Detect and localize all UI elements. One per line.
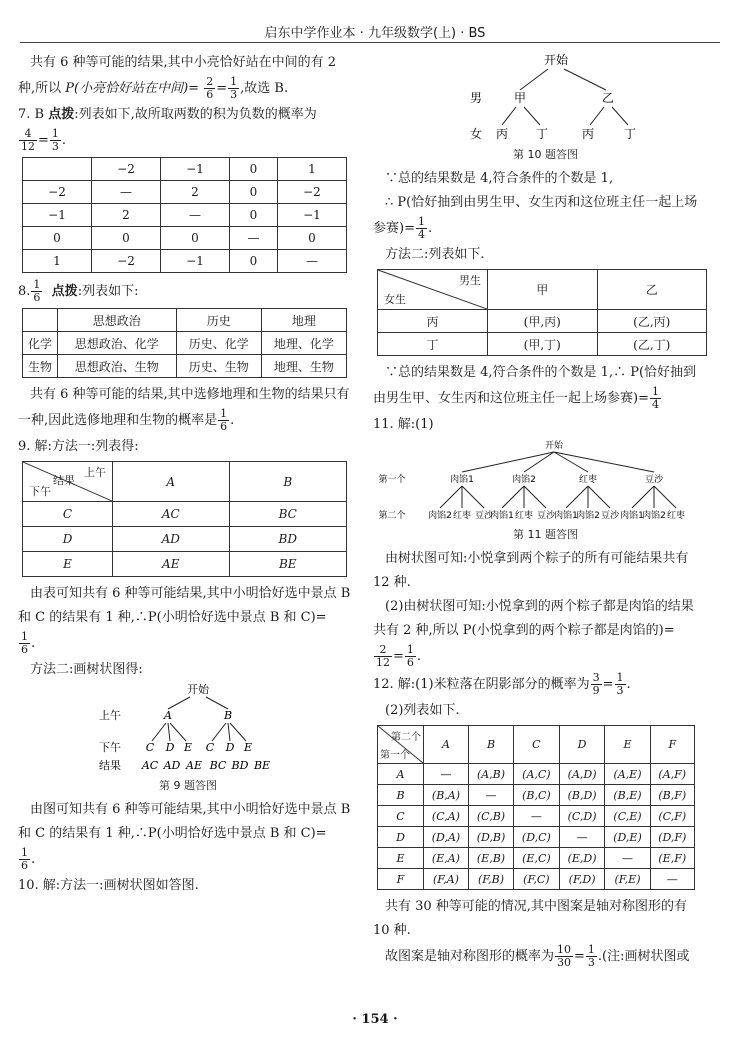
q7-text: 7. B 点拨:列表如下,故所取两数的积为负数的概率为: [18, 107, 317, 122]
table-cell: (F,E): [605, 869, 650, 890]
tree-result: AC: [141, 759, 159, 772]
table-cell: AC: [113, 502, 230, 527]
table-cell: 地理: [261, 309, 346, 332]
table-cell: 1: [23, 250, 92, 273]
table-row: [378, 764, 695, 785]
table-row: [23, 204, 347, 227]
q6-text-1: 共有 6 种等可能的结果,其中小亮恰好站在中间的有 2: [30, 55, 337, 70]
table-row: [23, 502, 347, 527]
hint-label: 点拨: [48, 107, 75, 122]
table-cell: C: [378, 806, 424, 827]
fraction: $\frac{1}{3}$: [230, 75, 238, 101]
table-cell: (F,B): [468, 869, 513, 890]
table-cell: A: [378, 764, 424, 785]
tree-branch: [588, 486, 610, 508]
table-row: [378, 310, 707, 333]
table-row: [378, 869, 695, 890]
q8-table: [22, 308, 347, 378]
table-cell: (E,D): [559, 848, 605, 869]
tree-node: 红枣: [666, 511, 685, 521]
table-cell: 0: [92, 227, 161, 250]
tree-node: 红枣: [514, 511, 533, 521]
tree-label: 下午: [99, 741, 121, 754]
q12-text-3: 共有 30 种等可能的情况,其中图案是轴对称图形的有: [385, 899, 687, 914]
q10-text-4: ∵总的结果数是 4,符合条件的个数是 1,∴ P(恰好抽到: [385, 365, 697, 380]
tree-node: 丁: [623, 127, 636, 141]
table-row: [23, 181, 347, 204]
table-cell: (F,A): [424, 869, 469, 890]
table-row: [378, 806, 695, 827]
tree-node: E: [243, 741, 253, 754]
q8-text: 8. $\frac{1}{6}$ 点拨:列表如下:: [18, 278, 139, 304]
table-row: [23, 250, 347, 273]
tree-node: 红枣: [452, 511, 471, 521]
q12-text-2: (2)列表如下.: [385, 703, 460, 718]
tree-label: 女: [469, 127, 482, 141]
q6-text-2: 种,所以 P(小亮恰好站在中间)= $\frac{2}{6}$ = $\frac{1}{3}$ ,故选 B.: [18, 75, 289, 101]
table-cell: (A,E): [605, 764, 650, 785]
table-cell: (C,F): [650, 806, 694, 827]
table-cell: BD: [229, 527, 346, 552]
table-cell: (C,A): [424, 806, 469, 827]
table-cell: 2: [161, 181, 230, 204]
table-cell: 历史: [176, 309, 261, 332]
table-cell: (A,F): [650, 764, 694, 785]
table-cell: (B,D): [559, 785, 605, 806]
table-cell: F: [378, 869, 424, 890]
table-cell: (B,E): [605, 785, 650, 806]
tree-node: 丁: [535, 127, 548, 141]
table-cell: —: [559, 827, 605, 848]
table-cell: B: [378, 785, 424, 806]
tree-result: BC: [209, 759, 227, 772]
tree-start: 开始: [187, 683, 209, 696]
q11-text-3: (2)由树状图可知:小悦拿到的两个粽子都是肉馅的结果: [385, 599, 694, 614]
table-cell: —: [161, 204, 230, 227]
fraction: $\frac{1}{3}$: [616, 671, 624, 697]
table-header-cell: B: [468, 726, 513, 764]
table-cell: —: [277, 250, 346, 273]
table-cell: —: [424, 764, 469, 785]
tree-branch: [554, 452, 654, 472]
fraction: $\frac{4}{12}$: [21, 127, 35, 153]
table-cell: BC: [229, 502, 346, 527]
tree-result: AE: [186, 759, 202, 772]
q9-tree-diagram: [88, 683, 288, 775]
table-cell: 1: [277, 158, 346, 181]
tree-branch: [524, 486, 546, 508]
table-cell: (B,C): [514, 785, 560, 806]
table-cell: (D,A): [424, 827, 469, 848]
q10-text: 10. 解:方法一:画树状图如答图.: [18, 878, 199, 893]
q9-col-a: A: [113, 462, 230, 502]
table-cell: C: [23, 502, 113, 527]
q10-col-yi: 乙: [597, 270, 707, 310]
q12-text-5: 故图案是轴对称图形的概率为 $\frac{10}{30}$ = $\frac{1}{3}$ .(注:画树状图或: [385, 943, 690, 969]
table-cell: D: [378, 827, 424, 848]
tree-branch: [502, 486, 524, 508]
fraction: $\frac{1}{6}$: [21, 846, 28, 872]
q12-text: 12. 解:(1)米粒落在阴影部分的概率为 $\frac{3}{9}$ = $\frac{1}{3}$ .: [373, 671, 631, 697]
tree-node: C: [145, 741, 155, 754]
table-cell: 0: [230, 181, 278, 204]
tree-label: 第二个: [377, 511, 406, 521]
table-cell: —: [650, 869, 694, 890]
q11-text: 11. 解:(1): [373, 417, 434, 432]
table-cell: 2: [92, 204, 161, 227]
tree-node: 豆沙: [644, 475, 663, 485]
tree-label: 结果: [99, 759, 121, 772]
table-row: [23, 309, 347, 332]
table-cell: AD: [113, 527, 230, 552]
table-cell: (乙,丁): [597, 333, 707, 356]
fraction: $\frac{1}{6}$: [406, 643, 414, 669]
right-column: [373, 52, 718, 972]
tree-node: D: [225, 741, 235, 754]
q9-col-b: B: [229, 462, 346, 502]
table-cell: (B,F): [650, 785, 694, 806]
q9-answer-2: $\frac{1}{6}$ .: [21, 846, 36, 872]
table-cell: (F,D): [559, 869, 605, 890]
table-cell: (E,A): [424, 848, 469, 869]
table-cell: 0: [23, 227, 92, 250]
fraction: $\frac{3}{9}$: [592, 671, 600, 697]
tree-node: A: [164, 709, 172, 722]
tree-node: 肉馅2: [427, 511, 452, 521]
q11-text-2: 12 种.: [373, 575, 411, 590]
tree-node: D: [165, 741, 175, 754]
table-row: [23, 227, 347, 250]
table-cell: (E,C): [514, 848, 560, 869]
tree-node: B: [224, 709, 233, 722]
fraction: $\frac{1}{6}$: [220, 407, 228, 433]
table-cell: 丁: [378, 333, 488, 356]
page-header: 启东中学作业本 · 九年级数学(上) · BS: [264, 26, 486, 41]
table-cell: −2: [92, 250, 161, 273]
table-cell: (C,E): [605, 806, 650, 827]
table-cell: 思想政治、生物: [57, 355, 176, 378]
q10-text-1: ∵总的结果数是 4,符合条件的个数是 1,: [385, 171, 614, 186]
q12-table: [377, 725, 695, 890]
q9-text-1: 由表可知共有 6 种等可能结果,其中小明恰好选中景点 B: [30, 586, 351, 601]
q10-text-2: ∴ P(恰好抽到由男生甲、女生丙和这位班主任一起上场: [385, 195, 698, 210]
figure-caption: 第 10 题答图: [513, 148, 578, 161]
table-cell: −2: [23, 181, 92, 204]
q9-answer: $\frac{1}{6}$ .: [21, 630, 36, 656]
fraction: $\frac{1}{3}$: [587, 943, 595, 969]
q9-method2: 方法二:画树状图得:: [30, 662, 143, 677]
table-cell: (C,B): [468, 806, 513, 827]
table-cell: —: [230, 227, 278, 250]
tree-node: C: [205, 741, 215, 754]
table-cell: —: [514, 806, 560, 827]
q9-text-3: 由图可知共有 6 种等可能结果,其中小明恰好选中景点 B: [30, 802, 351, 817]
q9-text: 9. 解:方法一:列表得:: [18, 439, 139, 454]
fraction: $\frac{2}{6}$: [206, 75, 214, 101]
q11-answer: $\frac{2}{12}$ = $\frac{1}{6}$ .: [376, 643, 422, 669]
q7-answer: $\frac{4}{12}$ = $\frac{1}{3}$ .: [21, 127, 67, 153]
tree-node: 肉馅1: [619, 511, 644, 521]
q10-text-3: 参赛)= $\frac{1}{4}$ .: [373, 215, 433, 241]
table-cell: 丙: [378, 310, 488, 333]
q10-diag-header: 男生 女生: [378, 270, 488, 310]
table-cell: (E,B): [468, 848, 513, 869]
table-cell: —: [605, 848, 650, 869]
table-row: [378, 827, 695, 848]
table-cell: (A,B): [468, 764, 513, 785]
tree-node: 豆沙: [600, 511, 619, 521]
tree-node: 豆沙: [536, 511, 555, 521]
tree-node: 肉馅2: [511, 475, 536, 485]
q12-diag-header: 第二个 第一个: [378, 726, 424, 764]
tree-result: BE: [253, 759, 271, 772]
table-cell: 历史、生物: [176, 355, 261, 378]
fraction: $\frac{10}{30}$: [557, 943, 572, 969]
table-cell: (D,B): [468, 827, 513, 848]
table-cell: 0: [277, 227, 346, 250]
table-header-cell: C: [514, 726, 560, 764]
q9-text-4: 和 C 的结果有 1 种,∴P(小明恰好选中景点 B 和 C)=: [18, 826, 327, 841]
page-number: · 154 ·: [352, 1012, 398, 1027]
tree-node: E: [183, 741, 193, 754]
figure-caption: 第 9 题答图: [159, 779, 217, 792]
table-cell: −1: [277, 204, 346, 227]
tree-node: 肉馅1: [489, 511, 514, 521]
q10-col-jia: 甲: [488, 270, 598, 310]
table-cell: (A,C): [514, 764, 560, 785]
table-row: [23, 527, 347, 552]
q8-text-1: 共有 6 种等可能的结果,其中选修地理和生物的结果只有: [30, 387, 350, 402]
table-cell: BE: [229, 552, 346, 577]
table-cell: (D,C): [514, 827, 560, 848]
tree-result: AD: [163, 759, 181, 772]
table-cell: (甲,丙): [488, 310, 598, 333]
left-column: [18, 52, 358, 899]
tree-node: 甲: [513, 91, 526, 105]
table-header-cell: F: [650, 726, 694, 764]
tree-label: 男: [469, 91, 482, 105]
fraction: $\frac{1}{4}$: [651, 385, 659, 411]
table-cell: 0: [161, 227, 230, 250]
q10-text-5: 由男生甲、女生丙和这位班主任一起上场参赛)= $\frac{1}{4}$: [373, 385, 659, 411]
tree-node: 丙: [581, 127, 594, 141]
tree-node: 乙: [601, 91, 614, 105]
table-cell: AE: [113, 552, 230, 577]
tree-node: 丙: [495, 127, 508, 141]
q11-text-4: 共有 2 种,所以 P(小悦拿到的两个粽子都是肉馅的)=: [373, 623, 675, 638]
table-cell: (乙,丙): [597, 310, 707, 333]
q11-tree-diagram: [376, 438, 716, 524]
table-cell: 地理、生物: [261, 355, 346, 378]
table-row: [378, 333, 707, 356]
fraction: $\frac{1}{3}$: [51, 127, 59, 153]
tree-node: 红枣: [578, 475, 597, 485]
table-cell: (B,A): [424, 785, 469, 806]
table-cell: −1: [161, 250, 230, 273]
tree-start: 开始: [544, 441, 563, 451]
table-cell: 0: [230, 158, 278, 181]
tree-node: 肉馅1: [553, 511, 578, 521]
figure-caption: 第 11 题答图: [513, 528, 578, 541]
tree-start: 开始: [543, 53, 568, 67]
table-header-cell: E: [605, 726, 650, 764]
table-cell: (A,D): [559, 764, 605, 785]
table-row: [23, 332, 347, 355]
table-cell: 0: [230, 250, 278, 273]
tree-node: 肉馅2: [641, 511, 666, 521]
table-cell: −2: [92, 158, 161, 181]
table-cell: [23, 309, 58, 332]
table-row: [378, 848, 695, 869]
table-cell: −1: [161, 158, 230, 181]
table-cell: [23, 158, 92, 181]
q7-table: [22, 157, 347, 273]
table-row: [23, 552, 347, 577]
q9-table: [22, 461, 347, 577]
table-cell: E: [23, 552, 113, 577]
fraction: $\frac{1}{6}$: [33, 278, 41, 304]
q9-text-2: 和 C 的结果有 1 种,∴P(小明恰好选中景点 B 和 C)=: [18, 610, 327, 625]
table-cell: (甲,丁): [488, 333, 598, 356]
tree-branch: [632, 486, 654, 508]
fraction: $\frac{1}{6}$: [21, 630, 28, 656]
table-cell: −1: [23, 204, 92, 227]
tree-branch: [654, 486, 676, 508]
tree-branch: [462, 486, 484, 508]
header-rule: [20, 42, 720, 43]
q10-method2: 方法二:列表如下.: [385, 247, 485, 262]
table-cell: 地理、化学: [261, 332, 346, 355]
table-cell: —: [92, 181, 161, 204]
tree-node: 肉馅2: [575, 511, 600, 521]
table-cell: (D,E): [605, 827, 650, 848]
q10-table: [377, 269, 707, 356]
table-cell: (E,F): [650, 848, 694, 869]
q10-tree-diagram: [436, 52, 656, 144]
table-cell: (F,C): [514, 869, 560, 890]
table-header-cell: A: [424, 726, 469, 764]
tree-branch: [440, 486, 462, 508]
table-cell: —: [468, 785, 513, 806]
table-cell: D: [23, 527, 113, 552]
tree-node: 肉馅1: [449, 475, 474, 485]
tree-result: BD: [231, 759, 249, 772]
table-cell: (C,D): [559, 806, 605, 827]
q11-text-1: 由树状图可知:小悦拿到两个粽子的所有可能结果共有: [385, 551, 689, 566]
table-header-cell: D: [559, 726, 605, 764]
fraction: $\frac{1}{4}$: [417, 215, 425, 241]
q12-text-4: 10 种.: [373, 923, 411, 938]
table-row: [23, 158, 347, 181]
table-cell: E: [378, 848, 424, 869]
tree-node: 豆沙: [474, 511, 493, 521]
q8-text-2: 一种,因此选修地理和生物的概率是 $\frac{1}{6}$ .: [18, 407, 235, 433]
q9-diag-header: 上午 结果 下午: [23, 462, 113, 502]
fraction: $\frac{2}{12}$: [376, 643, 390, 669]
tree-label: 第一个: [377, 475, 406, 485]
table-cell: 历史、化学: [176, 332, 261, 355]
table-cell: 0: [230, 204, 278, 227]
tree-label: 上午: [99, 709, 121, 722]
table-row: [23, 355, 347, 378]
tree-branch: [462, 452, 554, 472]
table-cell: 生物: [23, 355, 58, 378]
hint-label: 点拨: [51, 284, 78, 299]
table-row: [378, 785, 695, 806]
table-cell: −2: [277, 181, 346, 204]
tree-branch: [566, 486, 588, 508]
table-cell: 化学: [23, 332, 58, 355]
table-cell: 思想政治: [57, 309, 176, 332]
table-cell: (D,F): [650, 827, 694, 848]
table-cell: 思想政治、化学: [57, 332, 176, 355]
